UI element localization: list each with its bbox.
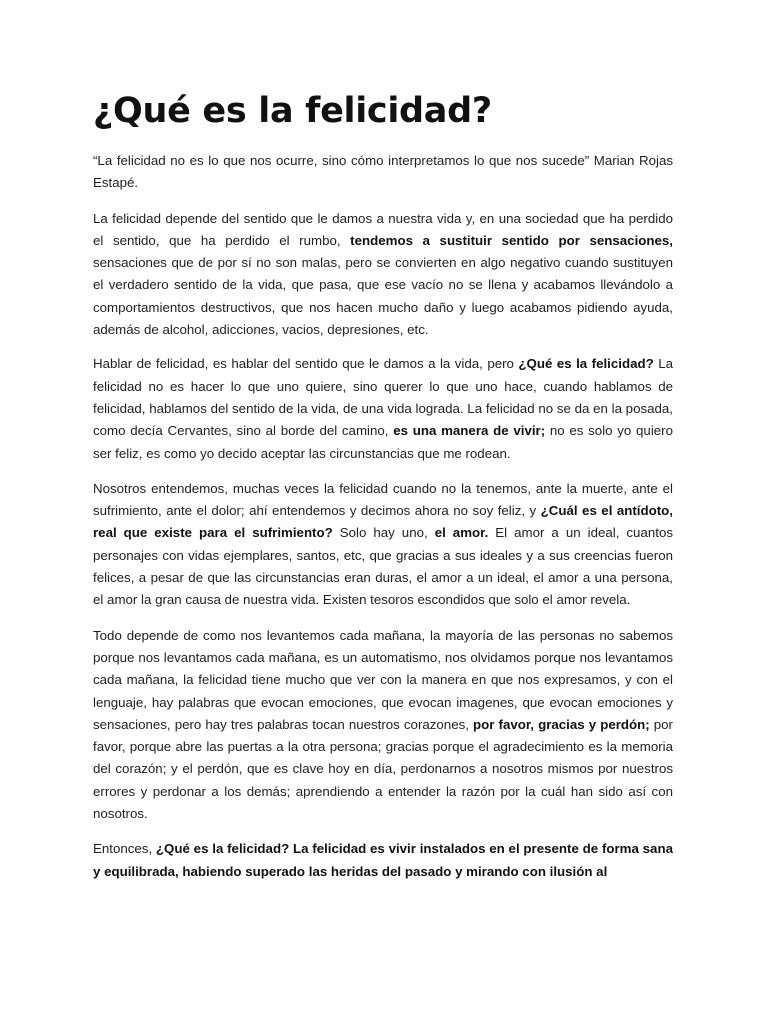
paragraph-text: sensaciones que de por sí no son malas, pero se convierten en algo negativo cuando sustituyen el verdadero sentido de la vida, que pasa, que ese vacío no se llena y acabamos llevándolo a comportamientos destructivos, que nos hacen mucho daño y luego acabamos pidiendo ayuda, además de alcohol, adicciones, vacios, depresiones, etc. — [93, 255, 673, 338]
paragraph-text: La felicidad no es hacer lo que uno quiere, sino querer lo que uno hace, cuando hablamos de felicidad, hablamos del sentido de la vida, de una vida lograda. La felicidad no se da en la posada, como decía Cervantes, sino al borde del camino, — [93, 356, 673, 439]
document-page — [93, 0, 673, 883]
paragraph-text: Hablar de felicidad, es hablar del sentido que le damos a la vida, pero — [93, 356, 519, 372]
paragraph-5 — [93, 838, 673, 883]
emphasis-text: por favor, gracias y perdón; — [473, 716, 650, 732]
paragraph-text: “La felicidad no es lo que nos ocurre, sino cómo interpretamos lo que nos sucede” Marian Rojas Estapé. — [93, 153, 673, 191]
paragraph-text: Todo depende de como nos levantemos cada mañana, la mayoría de las personas no sabemos porque nos levantamos cada mañana, es un automatismo, nos olvidamos porque nos levantamos cada mañana, la felicidad tiene mucho que ver con la manera en que nos expresamos, y con el lenguaje, hay palabras que evocan emociones, que evocan imagenes, que evocan emociones y sensaciones, pero hay tres palabras tocan nuestros corazones, — [93, 627, 673, 732]
paragraph-2 — [93, 353, 673, 464]
emphasis-text: ¿Qué es la felicidad? La felicidad es vivir instalados en el presente de forma sana y equilibrada, habiendo superado las heridas del pasado y mirando con ilusión al — [93, 841, 673, 879]
paragraph-text: Solo hay uno, — [332, 525, 435, 541]
paragraph-text: Entonces, — [93, 841, 156, 857]
paragraph-1 — [93, 208, 673, 342]
page-title: ¿Qué es la felicidad? — [93, 91, 492, 131]
paragraph-quote — [93, 150, 673, 195]
emphasis-text: es una manera de vivir; — [393, 423, 546, 439]
emphasis-text: el amor. — [434, 525, 489, 541]
emphasis-text: ¿Cuál es el antídoto, real que existe para el sufrimiento? — [93, 503, 673, 541]
paragraph-text: por favor, porque abre las puertas a la otra persona; gracias porque el agradecimiento es la memoria del corazón; y el perdón, que es clave hoy en día, perdonarnos a nosotros mismos por nuestros errores y perdonar a los demás; aprendiendo a entender la razón por la cuál han sido así con nosotros. — [93, 716, 673, 822]
paragraph-4 — [93, 625, 673, 826]
paragraph-3 — [93, 478, 673, 612]
paragraph-text: no es solo yo quiero ser feliz, es como yo decido aceptar las circunstancias que me rodean. — [93, 423, 673, 461]
emphasis-text: tendemos a sustituir sentido por sensaciones, — [350, 232, 673, 248]
paragraph-text: La felicidad depende del sentido que le damos a nuestra vida y, en una sociedad que ha perdido el sentido, que ha perdido el rumbo, — [93, 210, 673, 248]
paragraph-text: Nosotros entendemos, muchas veces la felicidad cuando no la tenemos, ante la muerte, ante el sufrimiento, ante el dolor; ahí entendemos y decimos ahora no soy feliz, y — [93, 480, 673, 519]
paragraph-text: El amor a un ideal, cuantos personajes con vidas ejemplares, santos, etc, que gracias a sus ideales y a sus creencias fueron felices, a pesar de que las circunstancias eran duras, el amor a un ideal, el amor a una persona, el amor la gran causa de nuestra vida. Existen tesoros escondidos que solo el amor revela. — [93, 525, 673, 608]
emphasis-text: ¿Qué es la felicidad? — [518, 356, 654, 372]
